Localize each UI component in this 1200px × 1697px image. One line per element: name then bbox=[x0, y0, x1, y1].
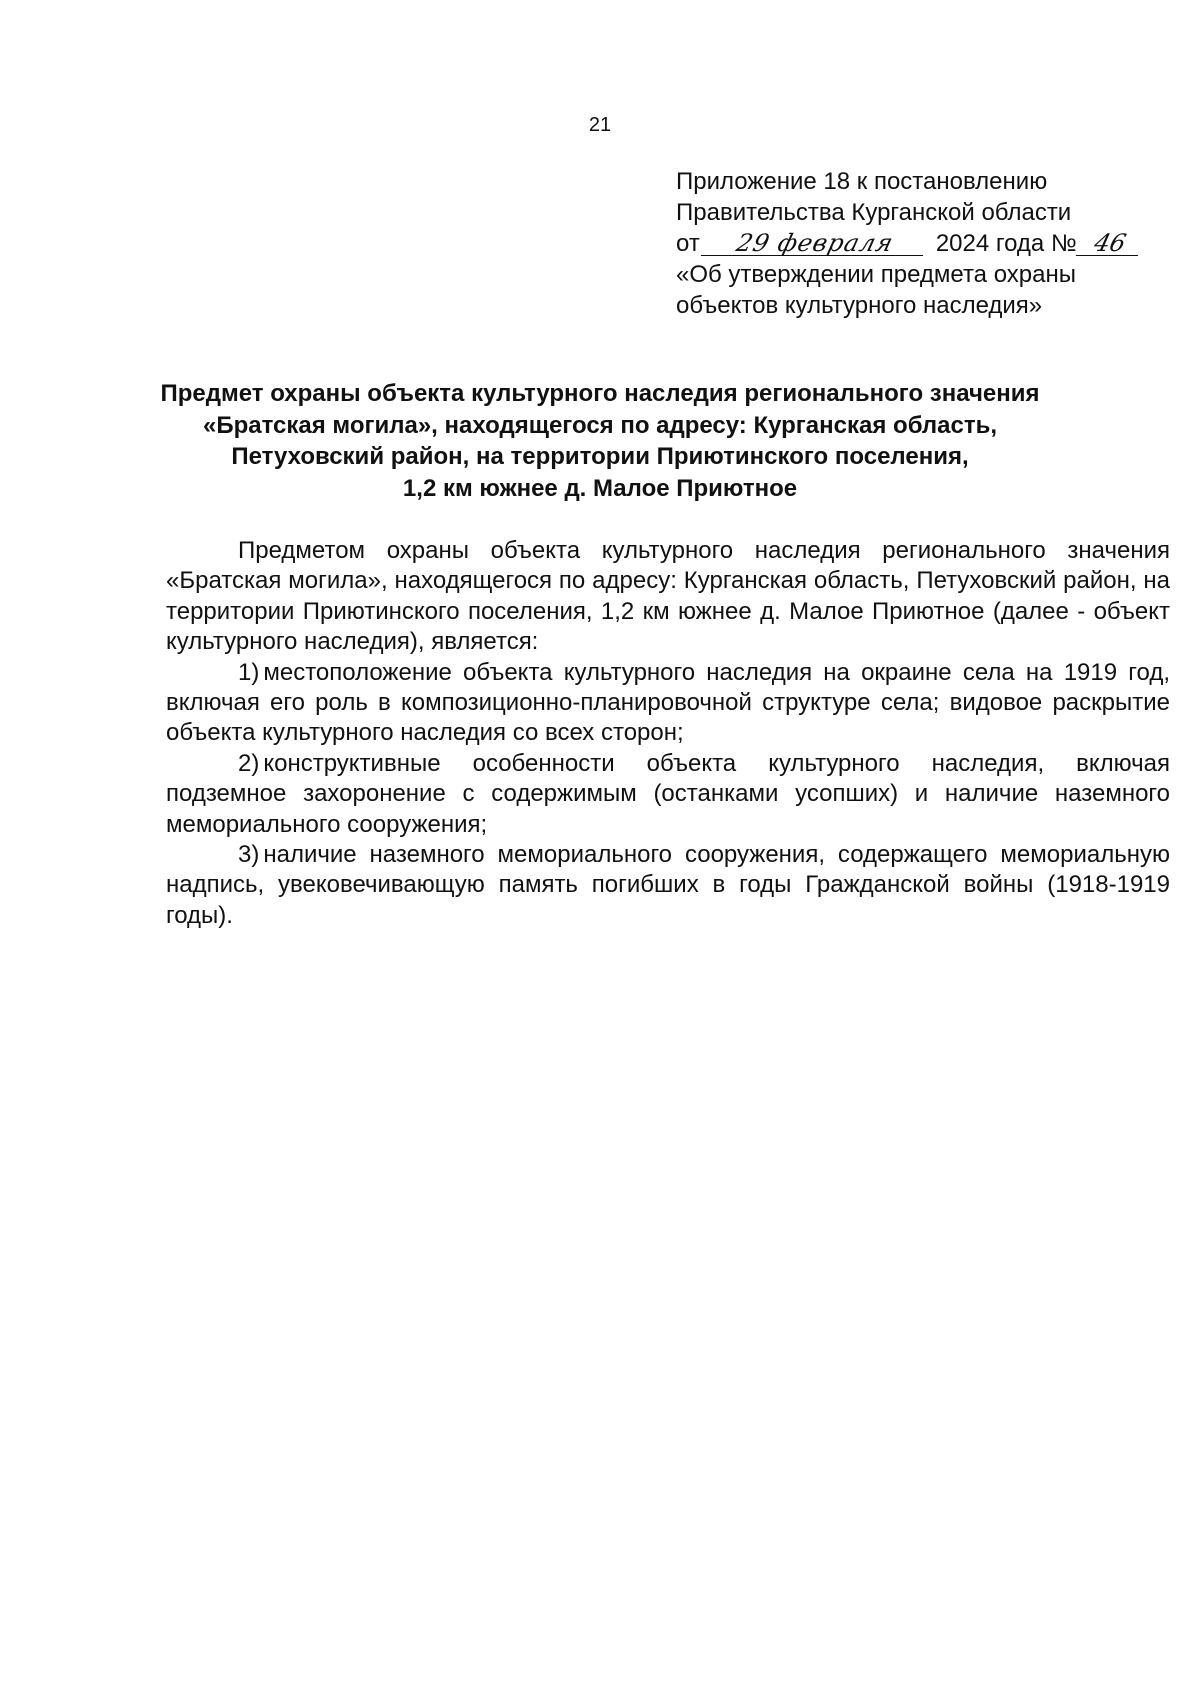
document-body bbox=[166, 536, 1170, 931]
appendix-line-2: Правительства Курганской области bbox=[676, 199, 1072, 226]
handwritten-date: 29 февраля bbox=[701, 231, 929, 256]
list-item-text: местоположение объекта культурного наследия на окраине села на 1919 год, включая его роль в композиционно-планировочной структуре села; видовое раскрытие объекта культурного наследия со всех сторон; bbox=[166, 658, 1170, 747]
title-line-3: Петуховский район, на территории Приютинского поселения, bbox=[231, 443, 969, 470]
intro-paragraph: Предметом охраны объекта культурного наследия регионального значения «Братская могила», находящегося по адресу: Курганская область, Петуховский район, на территории Приютинского поселения, 1,2 км южнее д. Малое Приютное (далее - объект культурного наследия), является: bbox=[166, 537, 1170, 656]
list-item bbox=[166, 749, 1170, 840]
list-item bbox=[166, 840, 1170, 931]
appendix-line-5: объектов культурного наследия» bbox=[676, 292, 1043, 319]
list-item bbox=[166, 658, 1170, 749]
appendix-line-4: «Об утверждении предмета охраны bbox=[676, 261, 1076, 288]
list-item-number: 1) bbox=[238, 658, 260, 686]
list-item-text: наличие наземного мемориального сооружения, содержащего мемориальную надпись, увековечивающую память погибших в годы Гражданской войны (1918-1919 годы). bbox=[166, 841, 1170, 929]
list-item-number: 2) bbox=[238, 749, 260, 777]
appendix-date-line bbox=[676, 228, 1146, 259]
list-item-text: конструктивные особенности объекта культурного наследия, включая подземное захоронение с содержимым (останками усопших) и наличие наземного мемориального сооружения; bbox=[166, 749, 1170, 838]
year-text: 2024 года № bbox=[935, 230, 1077, 257]
list-item-number: 3) bbox=[238, 841, 260, 869]
appendix-header bbox=[676, 166, 1146, 321]
document-title bbox=[140, 378, 1060, 504]
date-prefix: от bbox=[676, 230, 700, 257]
page-number: 21 bbox=[588, 114, 612, 136]
title-line-1: Предмет охраны объекта культурного наследия регионального значения bbox=[160, 380, 1040, 407]
title-line-4: 1,2 км южнее д. Малое Приютное bbox=[402, 474, 798, 502]
title-line-2: «Братская могила», находящегося по адресу: Курганская область, bbox=[202, 411, 998, 439]
appendix-line-1: Приложение 18 к постановлению bbox=[676, 168, 1048, 195]
handwritten-number: 46 bbox=[1076, 231, 1144, 256]
